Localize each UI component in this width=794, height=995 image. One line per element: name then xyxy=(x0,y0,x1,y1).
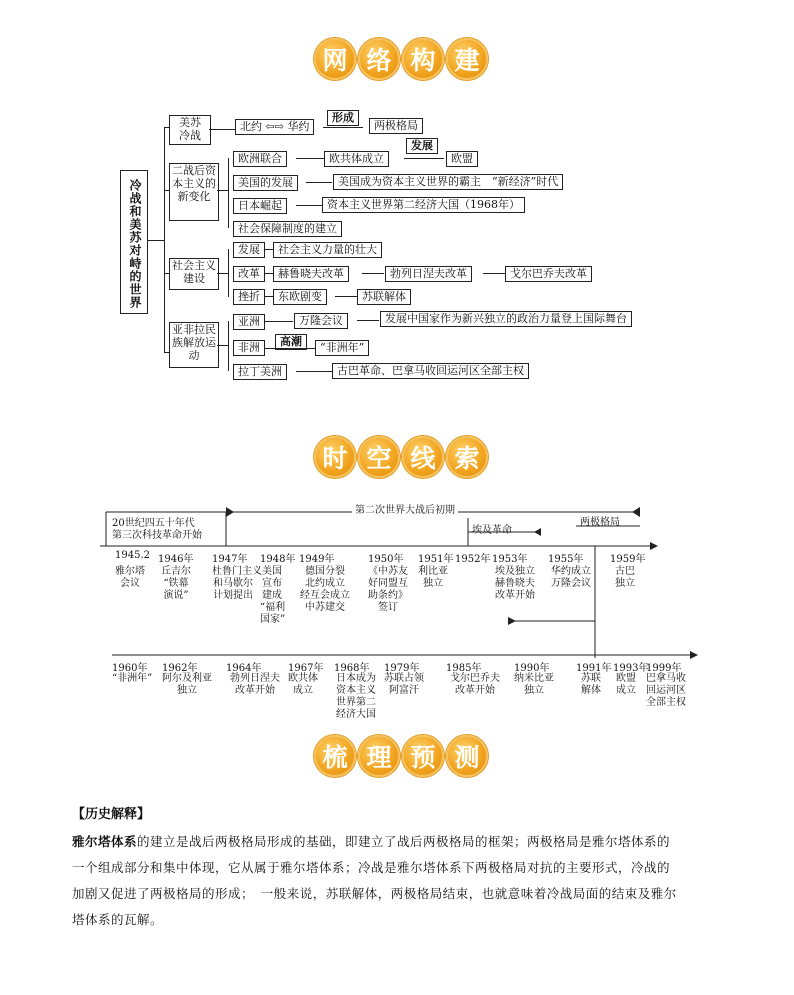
timeline-year: 1964年 xyxy=(226,663,262,674)
paragraph-line: 塔体系的瓦解。 xyxy=(72,912,164,927)
span-egypt: 埃及革命 xyxy=(472,525,512,536)
timeline-year: 1947年 xyxy=(212,554,248,565)
timeline-event: 利比亚 独立 xyxy=(418,566,448,589)
timeline-year: 1962年 xyxy=(162,663,198,674)
banner-char: 网 xyxy=(314,38,356,80)
timeline-event: 苏联 解体 xyxy=(581,673,601,696)
timeline-year: 1951年 xyxy=(418,554,454,565)
timeline-year: 1950年 xyxy=(368,554,404,565)
timeline-event: “非洲年” xyxy=(112,673,153,684)
banner-char: 空 xyxy=(358,436,400,478)
timeline-event: 戈尔巴乔夫 改革开始 xyxy=(450,673,500,696)
banner-sort xyxy=(314,735,488,777)
timeline-year: 1999年 xyxy=(646,663,682,674)
ussr-collapse: 苏联解体 xyxy=(357,289,411,305)
socialism-reform: 改革 xyxy=(233,266,265,282)
timeline-event: 美国 宣布 建成 “福利 国家” xyxy=(260,566,286,625)
group-label: 亚非拉民族解放运动 xyxy=(172,323,216,362)
timeline-year: 1959年 xyxy=(610,554,646,565)
timeline-year: 1968年 xyxy=(334,663,370,674)
khrushchev-reform: 赫鲁晓夫改革 xyxy=(273,266,349,282)
span-bipolar: 两极格局 xyxy=(580,517,620,528)
paragraph-line: 一个组成部分和集中体现，它从属于雅尔塔体系；冷战是雅尔塔体系下两极格局对抗的主要形式，冷战的 xyxy=(72,860,671,875)
banner-char: 梳 xyxy=(314,735,356,777)
us-development: 美国的发展 xyxy=(233,175,298,191)
european-union-row: 欧洲联合 xyxy=(233,151,287,167)
banner-char: 理 xyxy=(358,735,400,777)
section-heading: 【历史解释】 xyxy=(72,807,151,822)
socialism-develop: 发展 xyxy=(233,242,265,258)
timeline-year: 1979年 xyxy=(384,663,420,674)
ec-founded: 欧共体成立 xyxy=(324,151,389,167)
timeline-event: 丘吉尔 “铁幕 演说” xyxy=(161,566,191,601)
timeline-year: 1985年 xyxy=(446,663,482,674)
span-postwar: 第二次世界大战后初期 xyxy=(352,505,458,517)
timeline-event: 苏联占领 阿富汗 xyxy=(384,673,424,696)
social-security: 社会保障制度的建立 xyxy=(233,221,342,237)
nato-label: 北约 xyxy=(240,120,262,133)
timeline-year: 1948年 xyxy=(260,554,296,565)
timeline-event: 德国分裂 北约成立 经互会成立 中苏建交 xyxy=(300,566,350,613)
socialism-setback: 挫折 xyxy=(233,289,265,305)
tag-develop: 发展 xyxy=(406,138,438,154)
timeline-year: 1991年 xyxy=(576,663,612,674)
nato-warsaw: 北约 ⇦⇨ 华约 xyxy=(235,119,314,135)
timeline-year: 1953年 xyxy=(492,554,528,565)
year-of-africa: “非洲年” xyxy=(315,340,369,356)
tag-formed: 形成 xyxy=(327,110,359,126)
paragraph-line xyxy=(72,829,732,855)
eastern-europe-upheaval: 东欧剧变 xyxy=(273,289,327,305)
group-label: 美苏冷战 xyxy=(179,116,201,142)
timeline-event: 欧共体 成立 xyxy=(288,673,318,696)
bandung-conference: 万隆会议 xyxy=(294,313,348,329)
timeline-event: 《中苏友 好同盟互 助条约》 签订 xyxy=(368,566,408,613)
group-label: 社会主义建设 xyxy=(172,259,216,285)
banner-char: 时 xyxy=(314,436,356,478)
banner-char: 预 xyxy=(402,735,444,777)
japan-rise: 日本崛起 xyxy=(233,198,287,214)
timeline-year: 1993年 xyxy=(613,663,649,674)
line-text: 的建立是战后两极格局形成的基础，即建立了战后两极格局的框架；两极格局是雅尔塔体系的 xyxy=(137,834,671,849)
banner-char: 建 xyxy=(446,38,488,80)
timeline-event: 华约成立 万隆会议 xyxy=(551,566,591,589)
asia: 亚洲 xyxy=(233,314,265,330)
cuba-panama: 古巴革命、巴拿马收回运河区全部主权 xyxy=(332,363,529,379)
banner-char: 测 xyxy=(446,735,488,777)
banner-char: 索 xyxy=(446,436,488,478)
timeline-event: 欧盟 成立 xyxy=(616,673,636,696)
bipolar-result: 两极格局 xyxy=(369,118,423,134)
timeline-event: 勃列日涅夫 改革开始 xyxy=(230,673,280,696)
japan-second: 资本主义世界第二经济大国（1968年） xyxy=(322,197,525,213)
left-note: 20世纪四五十年代 第三次科技革命开始 xyxy=(112,518,202,541)
africa: 非洲 xyxy=(233,340,265,356)
timeline-event: 雅尔塔 会议 xyxy=(115,566,145,589)
developing-countries: 发展中国家作为新兴独立的政治力量登上国际舞台 xyxy=(380,311,632,327)
timeline-event: 巴拿马收 回运河区 全部主权 xyxy=(646,673,686,708)
group-label: 二战后资本主义的新变化 xyxy=(172,164,216,203)
banner-char: 络 xyxy=(358,38,400,80)
timeline-year: 1946年 xyxy=(158,554,194,565)
timeline-year: 1955年 xyxy=(548,554,584,565)
brezhnev-reform: 勃列日涅夫改革 xyxy=(385,266,472,282)
timeline-year: 1967年 xyxy=(288,663,324,674)
timeline-event: 埃及独立 赫鲁晓夫 改革开始 xyxy=(495,566,535,601)
timeline-year: 1990年 xyxy=(514,663,550,674)
gorbachev-reform: 戈尔巴乔夫改革 xyxy=(505,266,592,282)
banner-char: 线 xyxy=(402,436,444,478)
explanation-paragraph xyxy=(72,829,732,933)
timeline-event: 阿尔及利亚 独立 xyxy=(162,673,212,696)
warsaw-label: 华约 xyxy=(287,120,310,133)
term-yalta: 雅尔塔体系 xyxy=(72,834,138,849)
timeline-year: 1960年 xyxy=(112,663,148,674)
timeline-year: 1945.2 xyxy=(115,550,150,561)
latin-america: 拉丁美洲 xyxy=(233,364,287,380)
eu: 欧盟 xyxy=(446,151,478,167)
timeline-event: 杜鲁门主义 和马歇尔 计划提出 xyxy=(212,566,262,601)
us-hegemon: 美国成为资本主义世界的霸主 “新经济”时代 xyxy=(333,174,563,190)
timeline-year: 1949年 xyxy=(299,554,335,565)
paragraph-line: 加剧又促进了两极格局的形成； 一般来说，苏联解体，两极格局结束，也就意味着冷战局面的结束及雅尔 xyxy=(72,886,677,901)
timeline-year: 1952年 xyxy=(455,554,491,565)
timeline-event: 纳米比亚 独立 xyxy=(514,673,554,696)
tag-climax: 高潮 xyxy=(275,334,307,350)
timeline-event: 古巴 独立 xyxy=(615,566,635,589)
socialism-grow: 社会主义力量的壮大 xyxy=(273,242,382,258)
timeline-event: 日本成为 资本主义 世界第二 经济大国 xyxy=(336,673,376,720)
banner-char: 构 xyxy=(402,38,444,80)
map-root-label: 冷战和美苏对峙的世界 xyxy=(128,179,142,309)
